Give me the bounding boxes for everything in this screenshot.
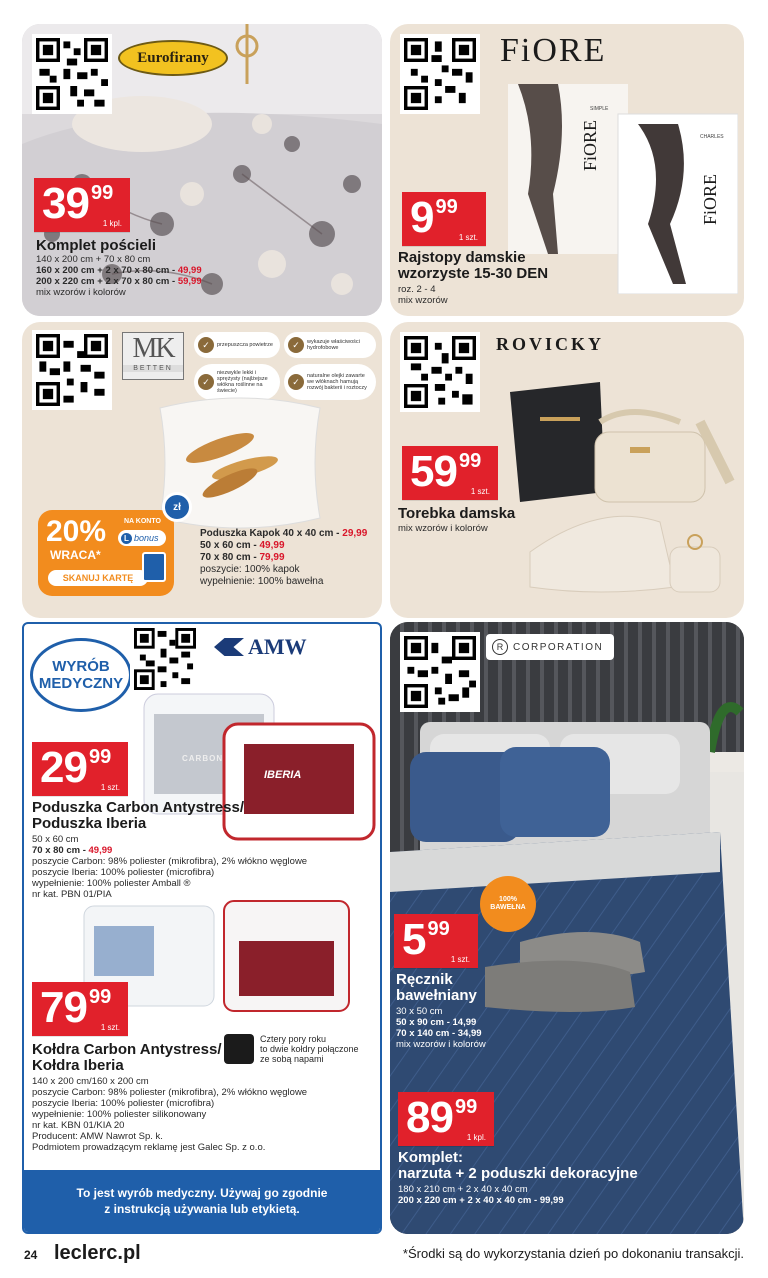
bedding-price-dec: 99	[90, 182, 114, 204]
bedding-title: Komplet pościeli	[36, 237, 157, 254]
eurofirany-logo-text: Eurofirany	[137, 49, 209, 66]
leclerc-l-icon: L	[121, 533, 132, 544]
duvet-title: Kołdra Carbon Antystress/ Kołdra Iberia	[32, 1041, 222, 1074]
check-icon: ✓	[198, 374, 214, 390]
fiore-pack-logo-1: FiORE	[580, 120, 600, 172]
cotton-badge-text: 100% BAWEŁNA	[490, 896, 526, 911]
duvet-price-tag: 79 99 1 szt.	[32, 982, 128, 1036]
pillow-carbon-title: Poduszka Carbon Antystress/ Poduszka Iberia	[32, 799, 244, 832]
promo-wraca: WRACA*	[50, 548, 101, 562]
tights-details: roz. 2 - 4 mix wzorów	[398, 284, 448, 306]
bag-price-unit: 1 szt.	[470, 487, 490, 496]
kapok-pillow-panel	[22, 322, 382, 618]
feature-badge: ✓ przepuszcza powietrze	[194, 332, 280, 358]
footer-note: *Środki są do wykorzystania dzień po dokonaniu transakcji.	[402, 1246, 744, 1261]
feature-badge: ✓ naturalne olejki zawarte we włóknach hamują rozwój bakterii i roztoczy	[284, 364, 376, 400]
tights-price-int: 9	[410, 193, 434, 242]
corporation-logo: R CORPORATION	[486, 634, 614, 660]
medical-notice: To jest wyrób medyczny. Używaj go zgodnie z instrukcją używania lub etykietą.	[24, 1170, 380, 1232]
bedding-line: mix wzorów i kolorów	[36, 287, 126, 298]
tights-qr-code[interactable]	[400, 34, 480, 114]
bedding-details	[36, 254, 202, 298]
set-price-tag: 89 99 1 kpl.	[398, 1092, 494, 1146]
promo-na-konto: NA KONTO	[124, 518, 161, 525]
tights-pack-simple-label: SIMPLE	[590, 106, 609, 112]
promo-percent: 20%	[46, 515, 107, 548]
kapok-line: Poduszka Kapok 40 x 40 cm - 29,99	[200, 528, 368, 539]
check-icon: ✓	[198, 337, 214, 353]
tights-price-tag	[402, 192, 486, 246]
betten-logo-text: BETTEN	[123, 365, 183, 372]
kapok-line: 50 x 60 cm - 49,99	[200, 540, 285, 551]
corporation-r-icon: R	[492, 639, 508, 655]
leclerc-bonus-logo	[118, 530, 166, 546]
bedding-line: 160 x 200 cm + 2 x 70 x 80 cm - 49,99	[36, 265, 202, 276]
bag-price-tag	[402, 446, 498, 500]
check-icon: ✓	[288, 337, 304, 353]
bedding-price-unit: 1 kpl.	[102, 219, 122, 228]
tights-panel	[390, 24, 744, 316]
set-title: Komplet: narzuta + 2 poduszki dekoracyjne	[398, 1149, 638, 1182]
towel-title: Ręcznik bawełniany	[396, 971, 477, 1004]
bedding-line: 200 x 220 cm + 2 x 70 x 80 cm - 59,99	[36, 276, 202, 287]
bag-title: Torebka damska	[398, 505, 516, 522]
pillow-carbon-price-tag: 29 99 1 szt.	[32, 742, 128, 796]
fiore-pack-logo-2: FiORE	[700, 174, 720, 226]
feature-badge: ✓ niezwykle lekki i sprężysty (najlżejsze włókna roślinne na świecie)	[194, 364, 280, 400]
carbon-pack-label: CARBON	[182, 754, 224, 763]
mk-betten-logo	[122, 332, 184, 380]
tights-price-dec: 99	[435, 196, 458, 218]
page-number: 24	[24, 1248, 38, 1262]
bag-qr-code[interactable]	[400, 332, 480, 412]
kapok-details	[200, 528, 367, 588]
amw-logo	[214, 634, 307, 660]
bedding-price-int: 39	[42, 179, 89, 228]
check-icon: ✓	[288, 374, 304, 390]
corporation-qr-code[interactable]	[400, 632, 480, 712]
bag-details: mix wzorów i kolorów	[398, 523, 488, 534]
bedding-panel	[22, 24, 382, 316]
tights-pack-charles-label: CHARLES	[700, 134, 724, 140]
pillow-qr-code[interactable]	[32, 330, 112, 410]
amw-chevron-icon	[214, 638, 244, 656]
bedding-line: 140 x 200 cm + 70 x 80 cm	[36, 254, 151, 265]
bonus-promo	[38, 510, 174, 596]
feature-badge: ✓ wykazuje właściwości hydrofobowe	[284, 332, 376, 358]
duvet-details: 140 x 200 cm/160 x 200 cm poszycie Carbon: 98% poliester (mikrofibra), 2% włókno węglowe poszycie Iberia: 100% poliester (microfibra) wypełnienie: 100% poliester silikonowany nr kat. KBN 01/KIA 20 Producent: AMW Nawrot Sp. k. Podmiotem prowadzącym reklamę jest Galec Sp. z o.o.	[32, 1076, 308, 1153]
towel-price-tag: 5 99 1 szt.	[394, 914, 478, 968]
set-details: 180 x 210 cm + 2 x 40 x 40 cm 200 x 220 cm + 2 x 40 x 40 cm - 99,99	[398, 1184, 564, 1206]
rovicky-logo: ROVICKY	[496, 334, 605, 354]
medical-panel	[22, 622, 382, 1234]
four-seasons-icon	[224, 1034, 254, 1064]
bonus-text: bonus	[134, 533, 159, 543]
tights-price-unit: 1 szt.	[458, 233, 478, 242]
zl-coin-icon: zł	[162, 492, 192, 522]
scan-card-label: SKANUJ KARTĘ	[48, 570, 148, 586]
bag-price-int: 59	[410, 447, 457, 496]
pillow-carbon-details: 50 x 60 cm 70 x 80 cm - 49,99 poszycie Carbon: 98% poliester (mikrofibra), 2% włókno węglowe poszycie Iberia: 100% poliester (microfibra) wypełnienie: 100% poliester Amball ® nr kat. PBN 01/PIA	[32, 834, 308, 900]
bags-photo	[500, 362, 740, 602]
kapok-line: 70 x 80 cm - 79,99	[200, 552, 285, 563]
bag-price-dec: 99	[458, 450, 482, 472]
eurofirany-logo	[118, 40, 228, 76]
site-link[interactable]: leclerc.pl	[54, 1242, 141, 1264]
kapok-line: poszycie: 100% kapok	[200, 564, 300, 575]
medical-device-badge: WYRÓB MEDYCZNY	[30, 638, 132, 712]
bag-panel	[390, 322, 744, 618]
bedding-qr-code[interactable]	[32, 34, 112, 114]
cotton-badge	[480, 876, 536, 932]
tights-title: Rajstopy damskie wzorzyste 15-30 DEN	[398, 249, 549, 282]
towel-details: 30 x 50 cm 50 x 90 cm - 14,99 70 x 140 cm - 34,99 mix wzorów i kolorów	[396, 1006, 486, 1050]
iberia-pack-label: IBERIA	[264, 769, 302, 781]
kapok-line: wypełnienie: 100% bawełna	[200, 576, 324, 587]
bedding-price-tag	[34, 178, 130, 232]
four-seasons-text: Cztery pory roku to dwie kołdry połączone ze sobą napami	[260, 1034, 359, 1064]
mk-logo-text: MK	[132, 333, 174, 364]
footer	[0, 1236, 768, 1278]
bonus-card-icon	[142, 552, 166, 582]
fiore-logo: FiORE	[500, 32, 607, 69]
corporation-panel	[390, 622, 744, 1234]
amw-logo-text: AMW	[248, 634, 307, 659]
